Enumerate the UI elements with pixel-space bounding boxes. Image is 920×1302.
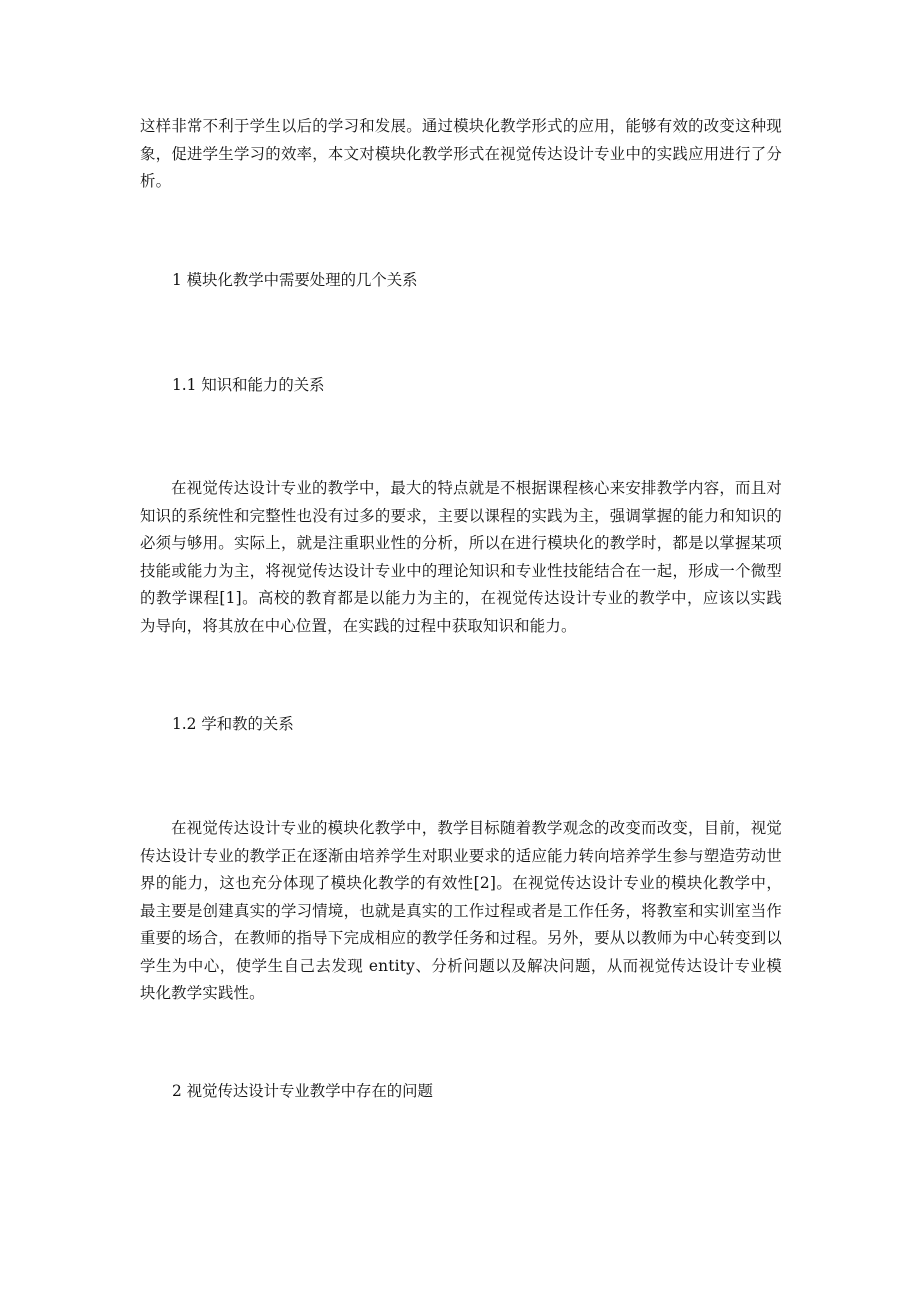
subsection-heading-1-1: 1.1 知识和能力的关系 [172, 376, 325, 394]
subsection-heading-1-2: 1.2 学和教的关系 [172, 715, 294, 733]
paragraph-learning-teaching: 在视觉传达设计专业的模块化教学中，教学目标随着教学观念的改变而改变，目前，视觉传达设计专业的教学正在逐渐由培养学生对职业要求的适应能力转向培养学生参与塑造劳动世界的能力，这也充分体现了模块化教学的有效性[2]。在视觉传达设计专业的模块化教学中，最主要是创建真实的学习情境，也就是真实的工作过程或者是工作任务，将教室和实训室当作重要的场合，在教师的指导下完成相应的教学任务和过程。另外，要从以教师为中心转变到以学生为中心，使学生自己去发现 entity、分析问题以及解决问题，从而视觉传达设计专业模块化教学实践性。 [140, 819, 782, 1002]
section-heading-2: 2 视觉传达设计专业教学中存在的问题 [172, 1082, 433, 1100]
paragraph-intro-continuation: 这样非常不利于学生以后的学习和发展。通过模块化教学形式的应用，能够有效的改变这种现象，促进学生学习的效率，本文对模块化教学形式在视觉传达设计专业中的实践应用进行了分析。 [140, 117, 782, 190]
section-heading-1: 1 模块化教学中需要处理的几个关系 [172, 271, 418, 289]
paragraph-knowledge-ability: 在视觉传达设计专业的教学中，最大的特点就是不根据课程核心来安排教学内容，而且对知识的系统性和完整性也没有过多的要求，主要以课程的实践为主，强调掌握的能力和知识的必须与够用。实际上，就是注重职业性的分析，所以在进行模块化的教学时，都是以掌握某项技能或能力为主，将视觉传达设计专业中的理论知识和专业性技能结合在一起，形成一个微型的教学课程[1]。高校的教育都是以能力为主的，在视觉传达设计专业的教学中，应该以实践为导向，将其放在中心位置，在实践的过程中获取知识和能力。 [140, 479, 782, 635]
